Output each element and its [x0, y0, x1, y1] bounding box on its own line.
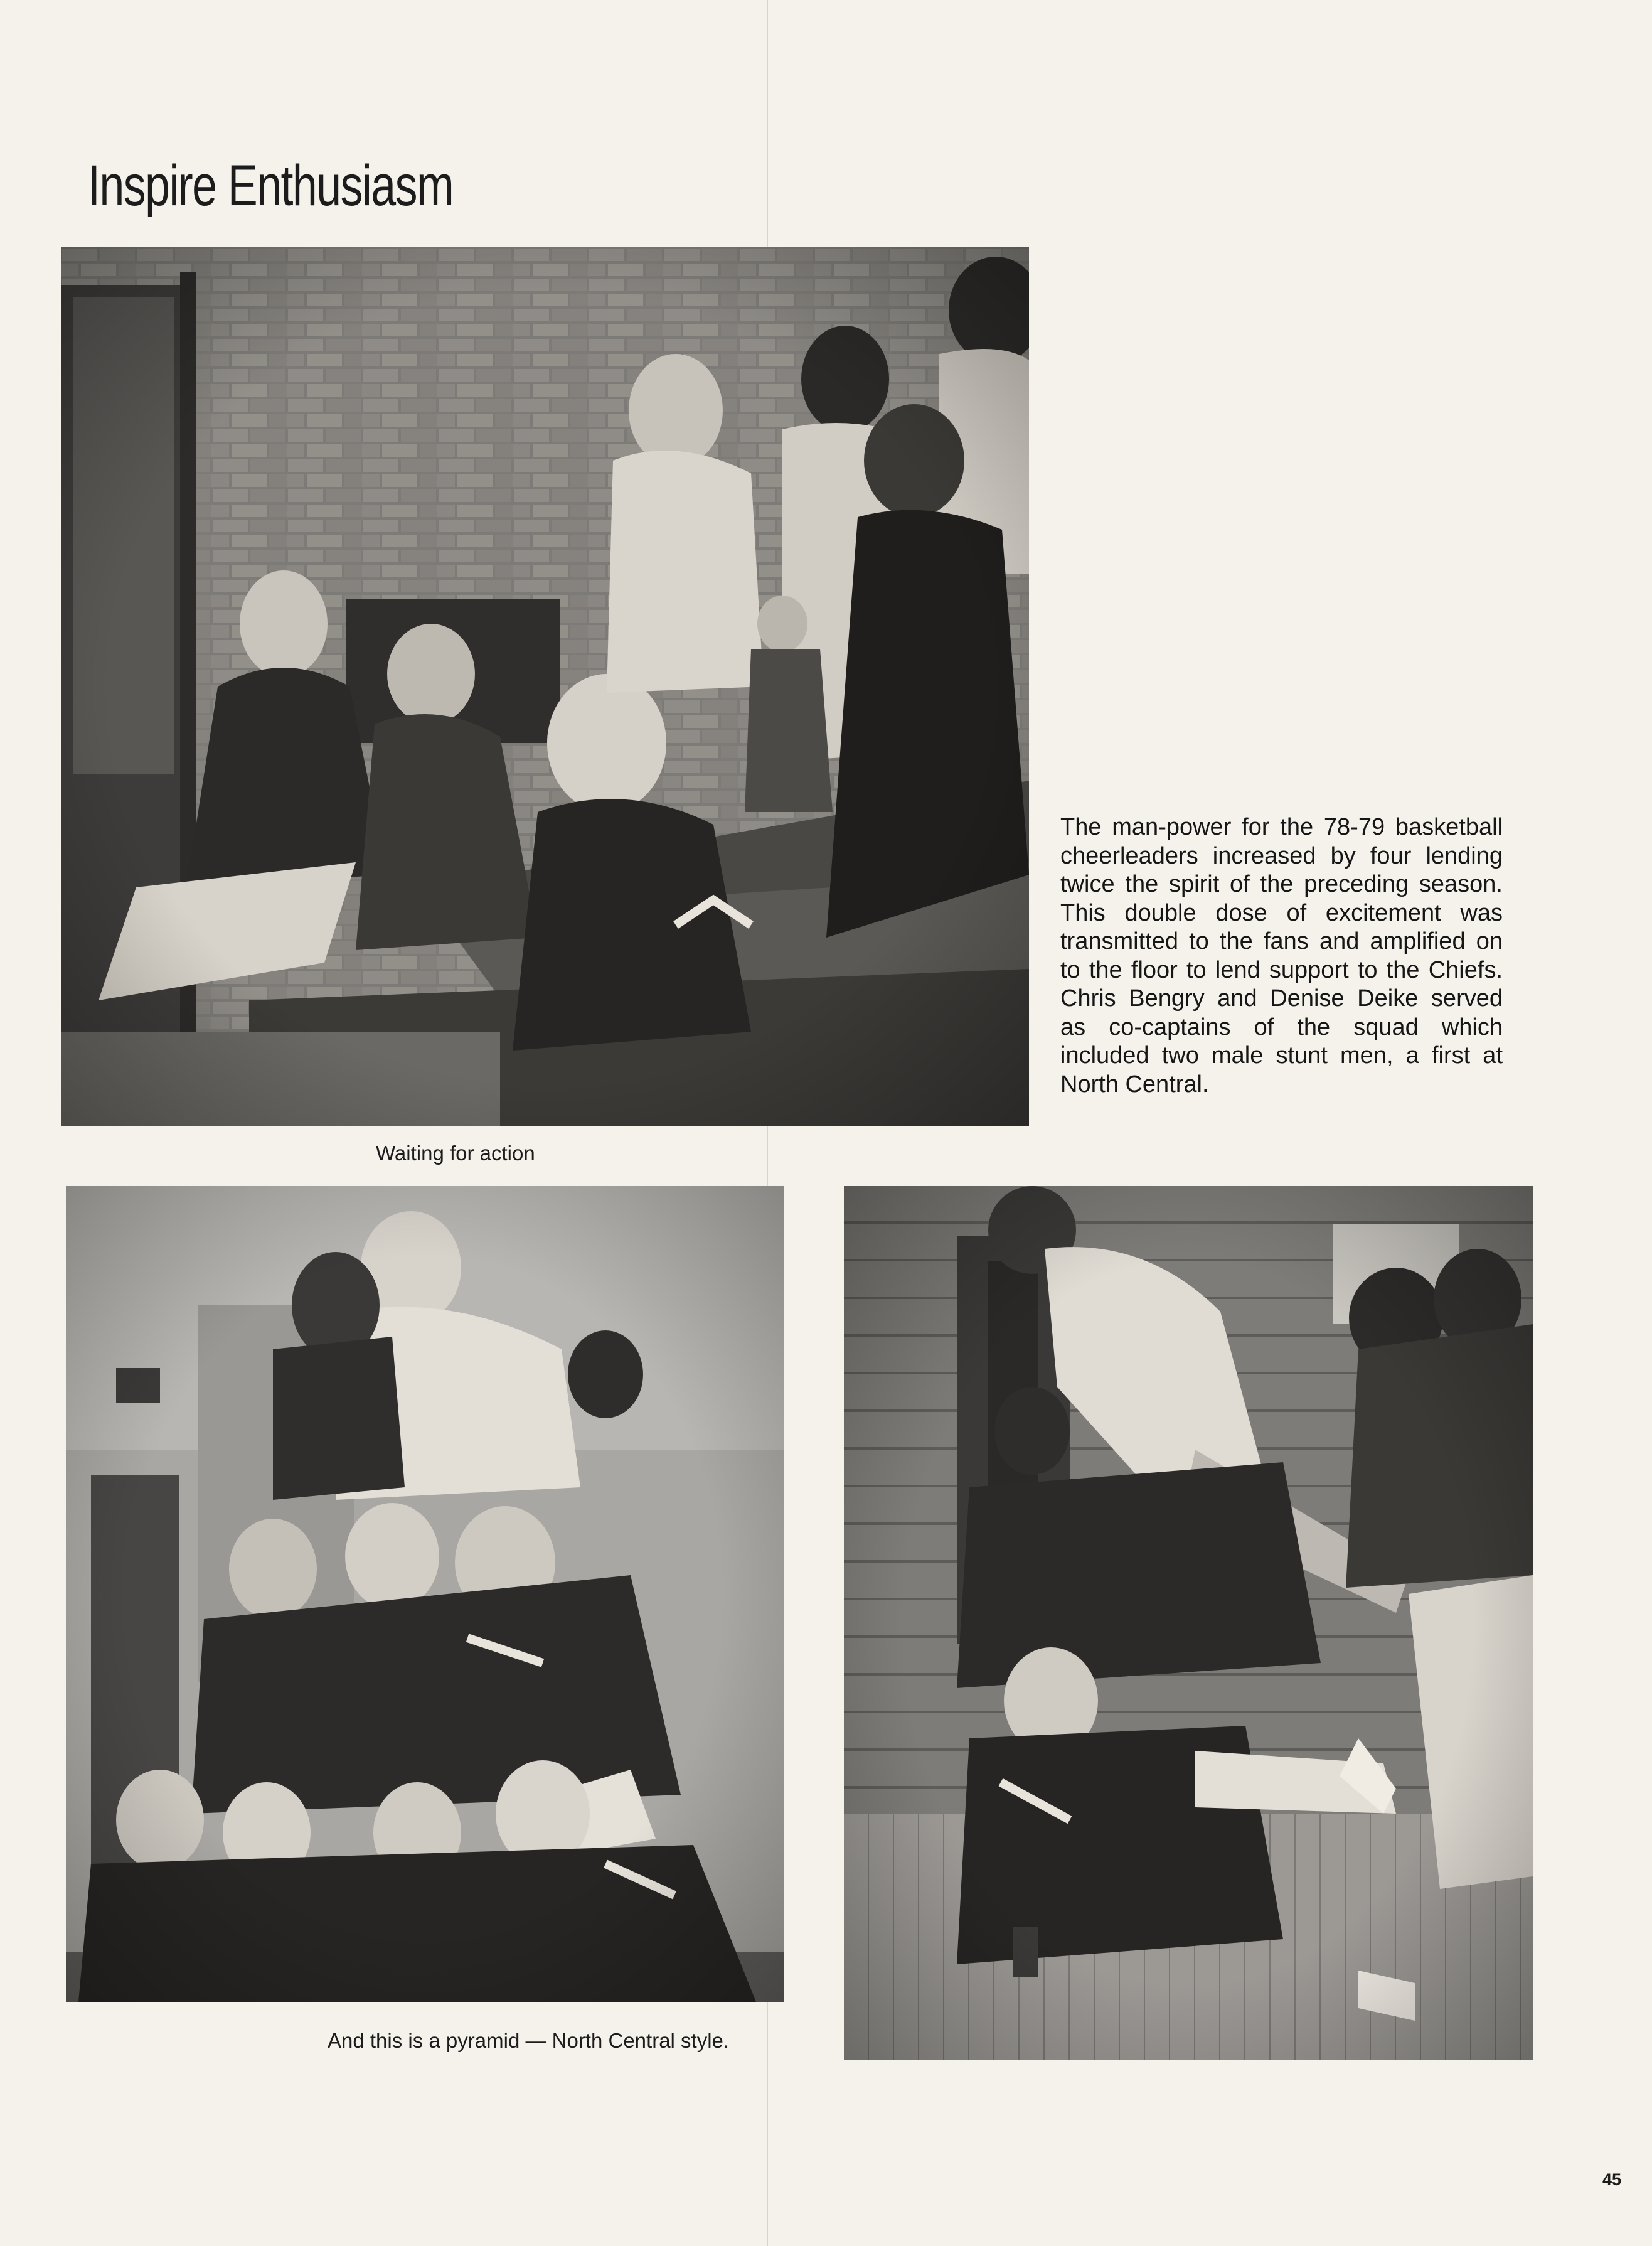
- photo-pyramid: [66, 1186, 784, 2002]
- photo-waiting-for-action: [61, 247, 1029, 1126]
- page-number: 45: [1602, 2170, 1622, 2189]
- page-title: Inspire Enthusiasm: [88, 154, 454, 218]
- photo-stunt: [844, 1186, 1533, 2060]
- bleachers-photo-image: [61, 247, 1029, 1126]
- photo-caption-bottom: And this is a pyramid — North Central style.: [328, 2029, 730, 2052]
- pyramid-photo-image: [66, 1186, 784, 2002]
- photo-caption-top: Waiting for action: [376, 1142, 535, 1165]
- stunt-photo-image: [844, 1186, 1533, 2060]
- article-body: The man-power for the 78-79 basketball cheerleaders increased by four lending twice the spirit of the preceding season. This double dose of excitement was transmitted to the fans and amplified on to the floor to lend support to the Chiefs. Chris Bengry and Denise Deike served as co-captains of the squad which included two male stunt men, a first at North Central.: [1060, 814, 1503, 1098]
